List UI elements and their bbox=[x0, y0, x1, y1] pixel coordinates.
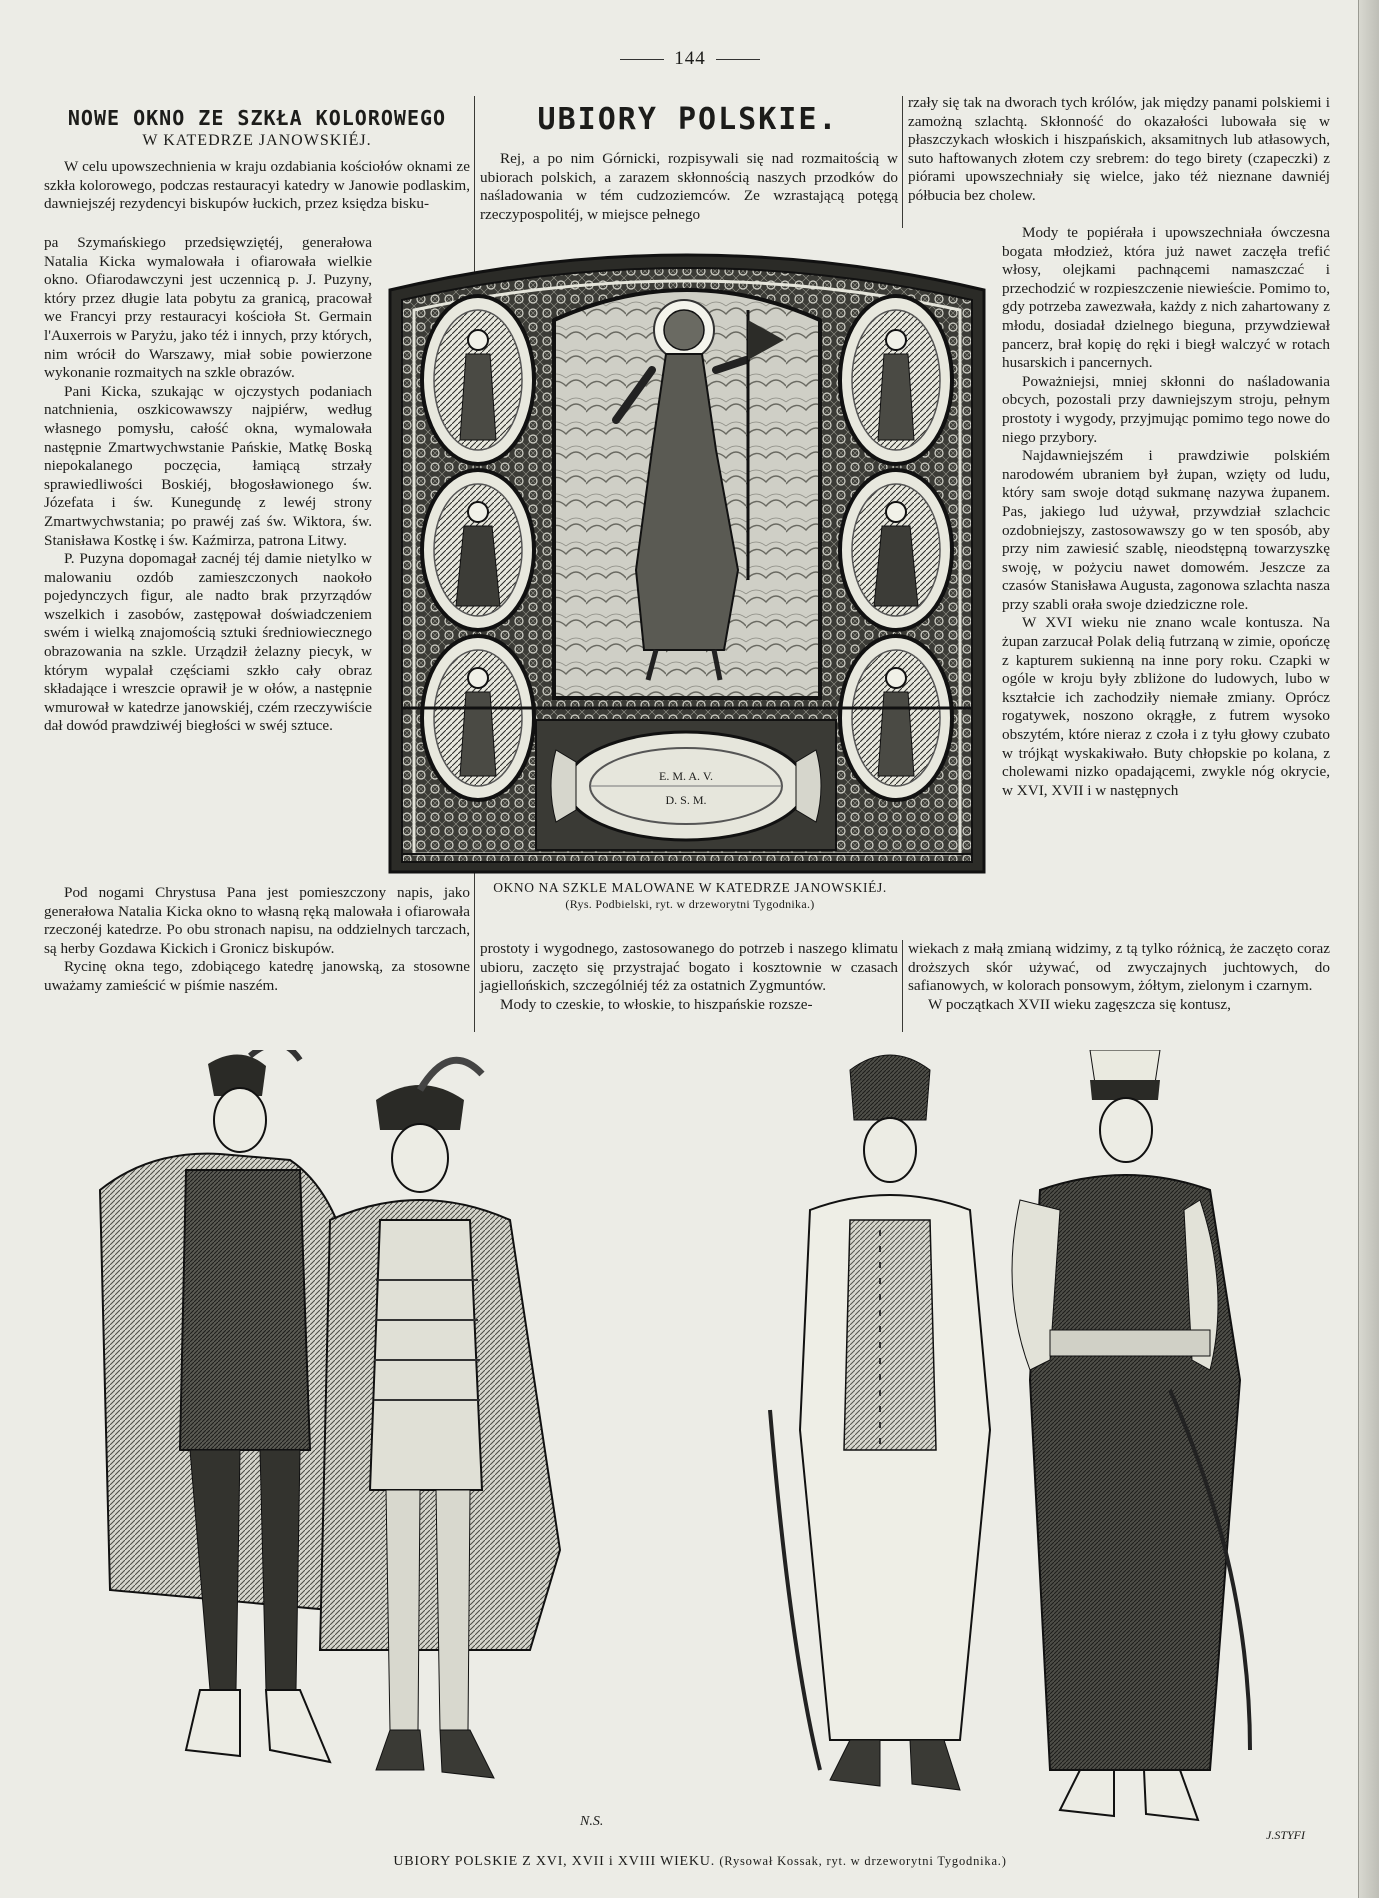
stained-glass-window-drawing bbox=[386, 250, 988, 876]
inscription-line-2: D. S. M. bbox=[665, 793, 707, 807]
costume-caption-block bbox=[250, 1854, 1150, 1870]
right-article-bottom-block bbox=[908, 940, 1330, 1014]
right-article-paragraph-2: Poważniejsi, mniej skłonni do naśladowania obcych, pozostali przy dawniejszym stroju, pełnym prostoty i wygody, przyjmując pomimo tego nowe do niego przybory. bbox=[1002, 372, 1330, 446]
right-article-bottom-continuation: wiekach z małą zmianą widzimy, z tą tylko różnicą, że zaczęto coraz droższych skór używać, od zwyczajnych juchtowych, do safianowych, w kolorach ponsowym, żółtym, zielonym i czarnym. bbox=[908, 940, 1330, 995]
costume-figures-left-drawing bbox=[90, 1050, 690, 1850]
page-number-dash-right bbox=[716, 59, 760, 60]
center-article-intro: Rej, a po nim Górnicki, rozpisywali się nad rozmaitością w ubiorach polskich, a zarazem skłonnością naszych przodków do naśladowania w tém cudzoziemców. Ze wzrastającą potęgą rzeczypospolitéj, w miejsce pełnego bbox=[480, 150, 898, 223]
left-article-bottom-block bbox=[44, 884, 470, 996]
center-article-title: UBIORY POLSKIE. bbox=[537, 102, 839, 137]
left-article-subtitle: W KATEDRZE JANOWSKIÉJ. bbox=[142, 132, 372, 149]
page-number bbox=[600, 48, 780, 70]
inscription-line-1: E. M. A. V. bbox=[659, 769, 713, 783]
left-medallions bbox=[422, 296, 534, 800]
page-number-dash-left bbox=[620, 59, 664, 60]
left-article-paragraph-4: Pod nogami Chrystusa Pana jest pomieszczony napis, jako generałowa Natalia Kicka okno to własną ręką malowała i ofiarowała rzeczonéj katedrze. Po obu stronach napisu, na oddzielnych tarczach, są herby Gozdawa Kickich i Gronicz biskupów. bbox=[44, 884, 470, 957]
costume-engraving-right bbox=[730, 1050, 1330, 1850]
costume-caption: UBIORY POLSKIE Z XVI, XVII i XVIII WIEKU. bbox=[393, 1854, 716, 1869]
costume-figures-right-drawing bbox=[730, 1050, 1330, 1850]
right-article-paragraph-4: W XVI wieku nie znano wcale kontusza. Na żupan zarzucał Polak delią futrzaną w zimie, opończę z kapturem sukienną na inne pory roku. Czapki w ogóle w kroju były zbliżone do ludowych, lubo w kształcie ich zachodziły niemałe zmiany. Oprócz rogatywek, noszono okrągłe, z futrem wysoko obszytém, które nieraz z czoła i z tyłu głowy czubato w trójkąt wyskakiwało. Buty chłopskie po kolana, z cholewami nizko opadającemi, zwykle nóg okrycie, w XVI, XVII i w następnych bbox=[1002, 614, 1330, 799]
left-article-paragraph-1b: pa Szymańskiego przedsięwziętéj, generałowa Natalia Kicka wymalowała i ofiarowała wielkie okno. Ofiarodawczyni jest uczennicą p. J. Puzyny, który przez długie lata pobytu za granicą, pracował we Francyi przy restauracyi kościoła St. Germain l'Auxerrois w Paryżu, jako téż i innych, przy których, nim wrócił do Warszawy, miał sobie powierzone wykonanie rozmaitych na szkle obrazów. bbox=[44, 234, 372, 382]
left-article-paragraph-5: Rycinę okna tego, zdobiącego katedrę janowską, za stosowne uważamy zamieścić w piśmie naszém. bbox=[44, 958, 470, 994]
left-article-title: NOWE OKNO ZE SZKŁA KOLOROWEGO bbox=[67, 106, 447, 130]
costume-credit: (Rysował Kossak, ryt. w drzeworytni Tygodnika.) bbox=[719, 1854, 1007, 1868]
center-article-bottom-block bbox=[480, 940, 898, 1014]
window-caption: OKNO NA SZKLE MALOWANE W KATEDRZE JANOWSKIÉJ. bbox=[493, 880, 887, 895]
right-article-bottom-paragraph: W początkach XVII wieku zagęszcza się kontusz, bbox=[928, 995, 1231, 1013]
left-article-wide-block bbox=[44, 158, 470, 214]
right-article-narrow-block bbox=[1002, 224, 1330, 800]
window-caption-block bbox=[430, 880, 950, 912]
left-article-narrow-block bbox=[44, 234, 372, 736]
central-resurrection-panel bbox=[554, 290, 820, 698]
center-article-continuation: prostoty i wygodnego, zastosowanego do potrzeb i naszego klimatu ubioru, zaczęto się przystrajać bogato i kosztownie w czasach jagiellońskich, szczególniéj téż za ostatnich Zygmuntów. bbox=[480, 940, 898, 995]
left-article-paragraph-3: P. Puzyna dopomagał zacnéj téj damie nietylko w malowaniu ozdób zamieszczonych naokoło pojedynczych figur, ale nadto brak przyrządów wszelkich i zasobów, zastępował doświadczeniem swém i wielką znajomością sztuki średniowiecznego obrazowania na szkle. Urządził żelazny piecyk, w którym wypalał częściami szkło cały obraz składające i wreszcie oprawił je w ołów, a następnie wmurował w katedrze janowskiéj, czém rzeczywiście dał dowód prawdziwéj biegłości w swéj sztuce. bbox=[44, 550, 372, 735]
right-article-paragraph-3: Najdawniejszém i prawdziwie polskiém narodowém ubraniem był żupan, wzięty od ludu, który sam swoje dotąd sukmanę nazywa żupanem. Pas, jakiego lud używał, przywdział szlachcic ozdobniejszy, zastosowawszy go w ten sposób, aby przy nim zawiesić szablę, nieodstępną towarzyszkę swoję, w pożyciu nawet domowém. Jeszcze za czasów Stanisława Augusta, zagonowa szlachta nasza przy szabli orała swoje dziedziczne role. bbox=[1002, 447, 1330, 613]
page-number-text: 144 bbox=[674, 48, 706, 69]
center-article-paragraph-2: Mody to czeskie, to włoskie, to hiszpańskie rozsze- bbox=[500, 995, 813, 1013]
right-article-continuation: rzały się tak na dworach tych królów, jak między panami polskiemi i zamożną szlachtą. Skłonność do okazałości lubowała się w płaszczykach włoskich i hiszpańskich, aksamitnych lub atłasowych, suto haftowanych złotem czy srebrem: do tego birety (czapeczki) z piórami upowszechniały się wielce, jako téż nieznane dawniéj półbucia bez cholew. bbox=[908, 94, 1330, 204]
column-rule-right-top bbox=[902, 96, 903, 228]
engraver-signature-left: N.S. bbox=[580, 1814, 604, 1829]
stained-glass-window-illustration bbox=[386, 250, 988, 876]
right-medallions bbox=[840, 296, 952, 800]
column-rule-right-bottom bbox=[902, 940, 903, 1032]
adjacent-page-margin bbox=[1358, 0, 1379, 1898]
left-article-paragraph-2: Pani Kicka, szukając w ojczystych podaniach natchnienia, oszkicowawszy najpiérw, według własnego pomysłu, całość okna, wymalowała następnie Zmartwychwstanie Pańskie, Matkę Boską niepokalanego poczęcia, łamiącą strzały sprawiedliwości Boskiéj, błogosławionego św. Józefata i św. Kunegundę z lewéj strony Zmartwychwstania; po prawéj zaś św. Wiktora, św. Stanisława Kostkę i św. Kaźmirza, patrona Litwy. bbox=[44, 382, 372, 549]
right-article-top-block bbox=[908, 94, 1330, 206]
left-article-paragraph-1a: W celu upowszechnienia w kraju ozdabiania kościołów oknami ze szkła kolorowego, podczas restauracyi katedry w Janowie podlaskim, dawniejszéj rezydencyi biskupów łuckich, przez księdza bisku- bbox=[44, 158, 470, 213]
center-article-top-block bbox=[480, 150, 898, 224]
inscription-plaque bbox=[536, 720, 836, 850]
window-credit: (Rys. Podbielski, ryt. w drzeworytni Tygodnika.) bbox=[565, 897, 815, 911]
costume-engraving-left bbox=[90, 1050, 690, 1850]
right-article-paragraph-1: Mody te popiérała i upowszechniała ówczesna bogata młodzież, która już nawet zaczęła trefić włosy, olejkami pachnącemi namaszczać i przechodzić w rozpieszczenie niewieście. Pomimo to, gdy potrzeba zawezwała, każdy z nich zahartowany z młodu, dosiadał dzielnego bieguna, przywdziewał pancerz, brał kopię do ręki i biegł walczyć w rotach husarskich i pancernych. bbox=[1002, 224, 1330, 372]
engraver-signature-right: J.STYFI bbox=[1266, 1828, 1305, 1842]
